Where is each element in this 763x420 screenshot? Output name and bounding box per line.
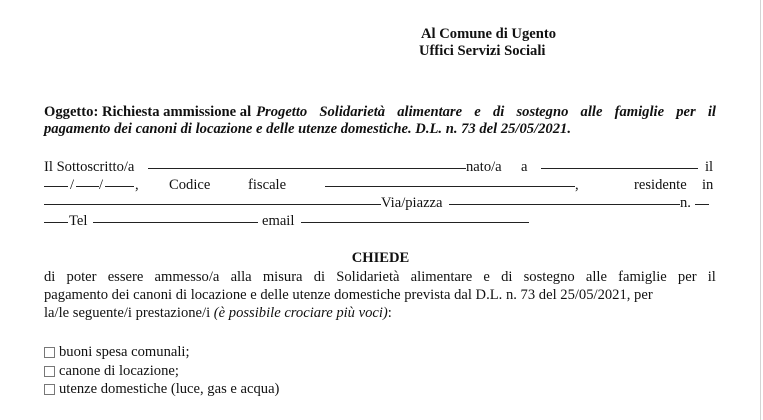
request-word: sostegno [523, 269, 575, 285]
subject-word: e [474, 104, 481, 120]
page-edge [760, 0, 761, 420]
request-line-3-prefix: la/le seguente/i prestazione/i [44, 305, 214, 321]
request-line-2: pagamento dei canoni di locazione e delle utenze domestiche prevista dal D.L. n. 73 del 25/05/2021, per [44, 287, 653, 303]
option-canone-locazione [44, 362, 279, 381]
n-label: n. [680, 195, 691, 211]
nato-label: nato/a [466, 159, 502, 175]
residente-label: residente [634, 177, 687, 193]
subject-word: per [676, 104, 696, 120]
option-label: utenze domestiche (luce, gas e acqua) [59, 381, 280, 397]
sottoscritto-field[interactable] [148, 155, 466, 169]
request-word: alimentare [410, 269, 473, 285]
request-word: di [313, 269, 326, 285]
checkbox-buoni-spesa[interactable] [44, 347, 55, 358]
tel-prefix-field[interactable] [44, 209, 68, 223]
option-buoni-spesa [44, 343, 279, 362]
request-word: alle [585, 269, 607, 285]
request-line-3 [44, 304, 716, 322]
recipient-block [421, 26, 556, 60]
subject-word: alle [580, 104, 603, 120]
request-word: famiglie [618, 269, 667, 285]
a-label: a [521, 159, 528, 175]
subject-word: di [492, 104, 505, 120]
cf-comma: , [575, 177, 579, 193]
date-separator: / [70, 177, 75, 193]
subject-block [44, 104, 716, 138]
request-line-3-italic: (è possibile crociare più voci) [213, 305, 388, 321]
request-word: essere [107, 269, 144, 285]
checkbox-utenze-domestiche[interactable] [44, 384, 55, 395]
recipient-line-2: Uffici Servizi Sociali [419, 43, 546, 59]
email-field[interactable] [301, 209, 529, 223]
tel-field[interactable] [93, 209, 258, 223]
subject-line-1 [44, 104, 716, 121]
sottoscritto-label: Il Sottoscritto/a [44, 159, 135, 175]
birth-day-field[interactable] [44, 173, 68, 187]
birthplace-field[interactable] [541, 155, 698, 169]
via-field[interactable] [449, 191, 680, 205]
subject-line-2 [44, 121, 716, 138]
option-label: buoni spesa comunali; [59, 344, 190, 360]
subject-word: sostegno [516, 104, 569, 120]
codice-fiscale-field[interactable] [325, 173, 575, 187]
subject-word: famiglie [614, 104, 665, 120]
request-paragraph [44, 268, 716, 322]
request-line-3-suffix: : [387, 305, 392, 321]
request-word: misura [262, 269, 303, 285]
house-number-field[interactable] [695, 191, 709, 205]
recipient-line-1: Al Comune di Ugento [421, 26, 556, 42]
option-utenze-domestiche [44, 380, 279, 399]
tel-label: Tel [69, 213, 88, 229]
fiscale-label: fiscale [248, 177, 287, 193]
request-word: per [677, 269, 697, 285]
checkbox-canone-locazione[interactable] [44, 366, 55, 377]
subject-italic-1 [256, 104, 716, 121]
date-separator: / [99, 177, 104, 193]
subject-word: alimentare [397, 104, 463, 120]
chiede-heading-text: CHIEDE [351, 250, 410, 266]
form-line-4 [44, 212, 716, 230]
subject-word: Solidarietà [319, 104, 386, 120]
options-list [44, 343, 279, 399]
codice-label: Codice [169, 177, 211, 193]
date-comma: , [135, 177, 139, 193]
request-line-1 [44, 268, 716, 286]
request-word: alla [230, 269, 252, 285]
request-word: di [501, 269, 513, 285]
request-word: il [707, 269, 716, 285]
subject-italic-2: pagamento dei canoni di locazione e delle utenze domestiche. D.L. n. 73 del 25/05/2021. [44, 121, 571, 137]
request-word: poter [66, 269, 97, 285]
subject-label: Oggetto: Richiesta ammissione al [44, 104, 252, 120]
request-word: Solidarietà [336, 269, 400, 285]
in-label: in [702, 177, 714, 193]
request-word: di [44, 269, 56, 285]
option-label: canone di locazione; [59, 362, 179, 379]
request-word: ammesso/a [154, 269, 220, 285]
subject-word: Progetto [256, 104, 308, 120]
birth-year-field[interactable] [105, 173, 134, 187]
city-field[interactable] [44, 191, 381, 205]
email-label: email [262, 213, 295, 229]
request-word: e [483, 269, 490, 285]
il-label: il [705, 159, 714, 175]
subject-word: il [707, 104, 716, 120]
chiede-heading [0, 250, 763, 267]
via-label: Via/piazza [381, 195, 443, 211]
birth-month-field[interactable] [76, 173, 99, 187]
